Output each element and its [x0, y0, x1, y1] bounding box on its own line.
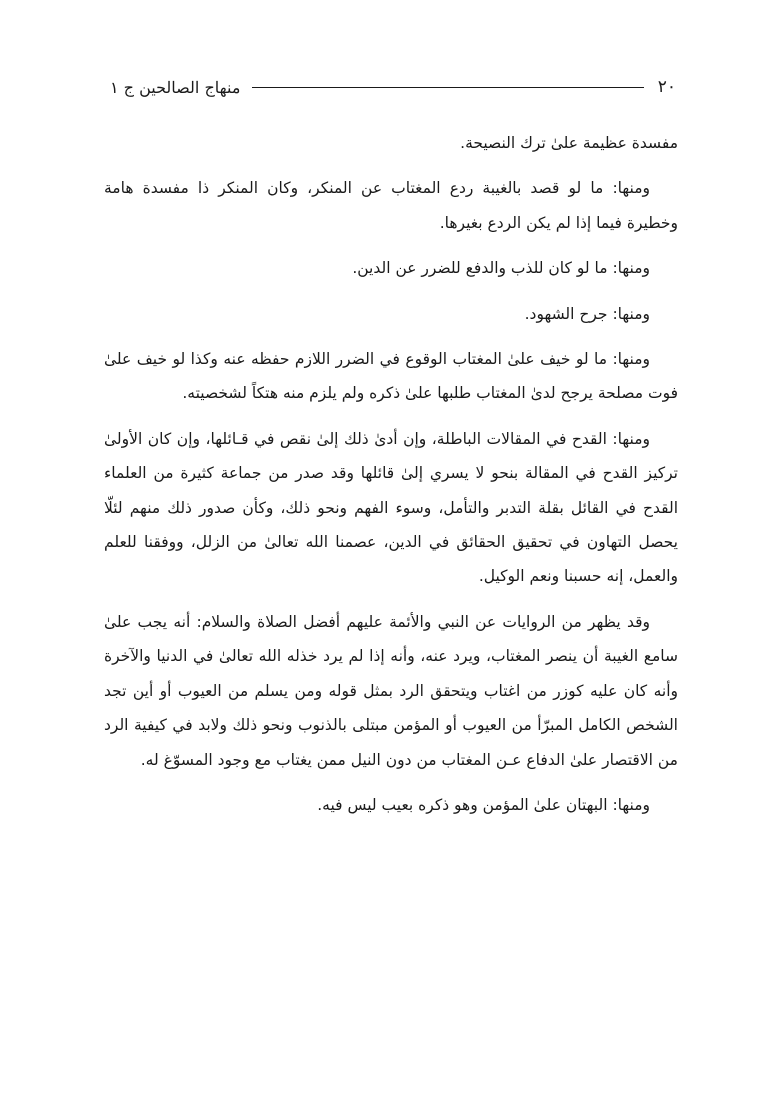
body-text — [104, 126, 678, 833]
paragraph: ومنها: ما لو خيف علىٰ المغتاب الوقوع في الضرر اللازم حفظه عنه وكذا لو خيف علىٰ فوت مصلحة يرجح لدىٰ المغتاب طلبها علىٰ ذكره ولم يلزم منه هتكاً لشخصيته. — [104, 350, 678, 403]
paragraph: مفسدة عظيمة علىٰ ترك النصيحة. — [460, 134, 678, 152]
paragraph: وقد يظهر من الروايات عن النبي والأئمة عليهم أفضل الصلاة والسلام: أنه يجب علىٰ سامع الغيبة أن ينصر المغتاب، ويرد عنه، وأنه إذا لم يرد خذله الله تعالىٰ في الدنيا والآخرة وأنه كان عليه كوزر من اغتاب ويتحقق الرد بمثل قوله ومن يسلم من العيوب أو أين تجد الشخص الكامل المبرّأ من العيوب أو المؤمن مبتلى بالذنوب ونحو ذلك ولابد في كيفية الرد من الاقتصار علىٰ الدفاع عـن المغتاب من دون النيل ممن يغتاب مع وجود المسوّغ له. — [104, 612, 678, 769]
paragraph: ومنها: ما لو قصد بالغيبة ردع المغتاب عن المنكر، وكان المنكر ذا مفسدة هامة وخطيرة فيما إذا لم يكن الردع بغيرها. — [104, 179, 678, 232]
running-header — [110, 74, 676, 100]
paragraph: ومنها: البهتان علىٰ المؤمن وهو ذكره بعيب ليس فيه. — [317, 795, 650, 814]
paragraph: ومنها: جرح الشهود. — [524, 304, 650, 323]
page-number: ٢٠ — [657, 77, 676, 97]
book-title: منهاج الصالحين ج ١ — [110, 77, 241, 97]
header-rule — [252, 87, 643, 88]
paragraph: ومنها: القدح في المقالات الباطلة، وإن أدىٰ ذلك إلىٰ نقص في قـائلها، وإن كان الأولىٰ تركيز القدح في المقالة بنحو لا يسري إلىٰ قائلها وقد صدر من جماعة كثيرة من العلماء القدح في القائل بقلة التدبر والتأمل، وسوء الفهم ونحو ذلك، وكأن صدور ذلك منهم لئلّا يحصل التهاون في تحقيق الحقائق في الدين، عصمنا الله تعالىٰ من الزلل، ووفقنا للعلم والعمل، إنه حسبنا ونعم الوكيل. — [104, 429, 678, 586]
paragraph: ومنها: ما لو كان للذب والدفع للضرر عن الدين. — [352, 259, 650, 278]
